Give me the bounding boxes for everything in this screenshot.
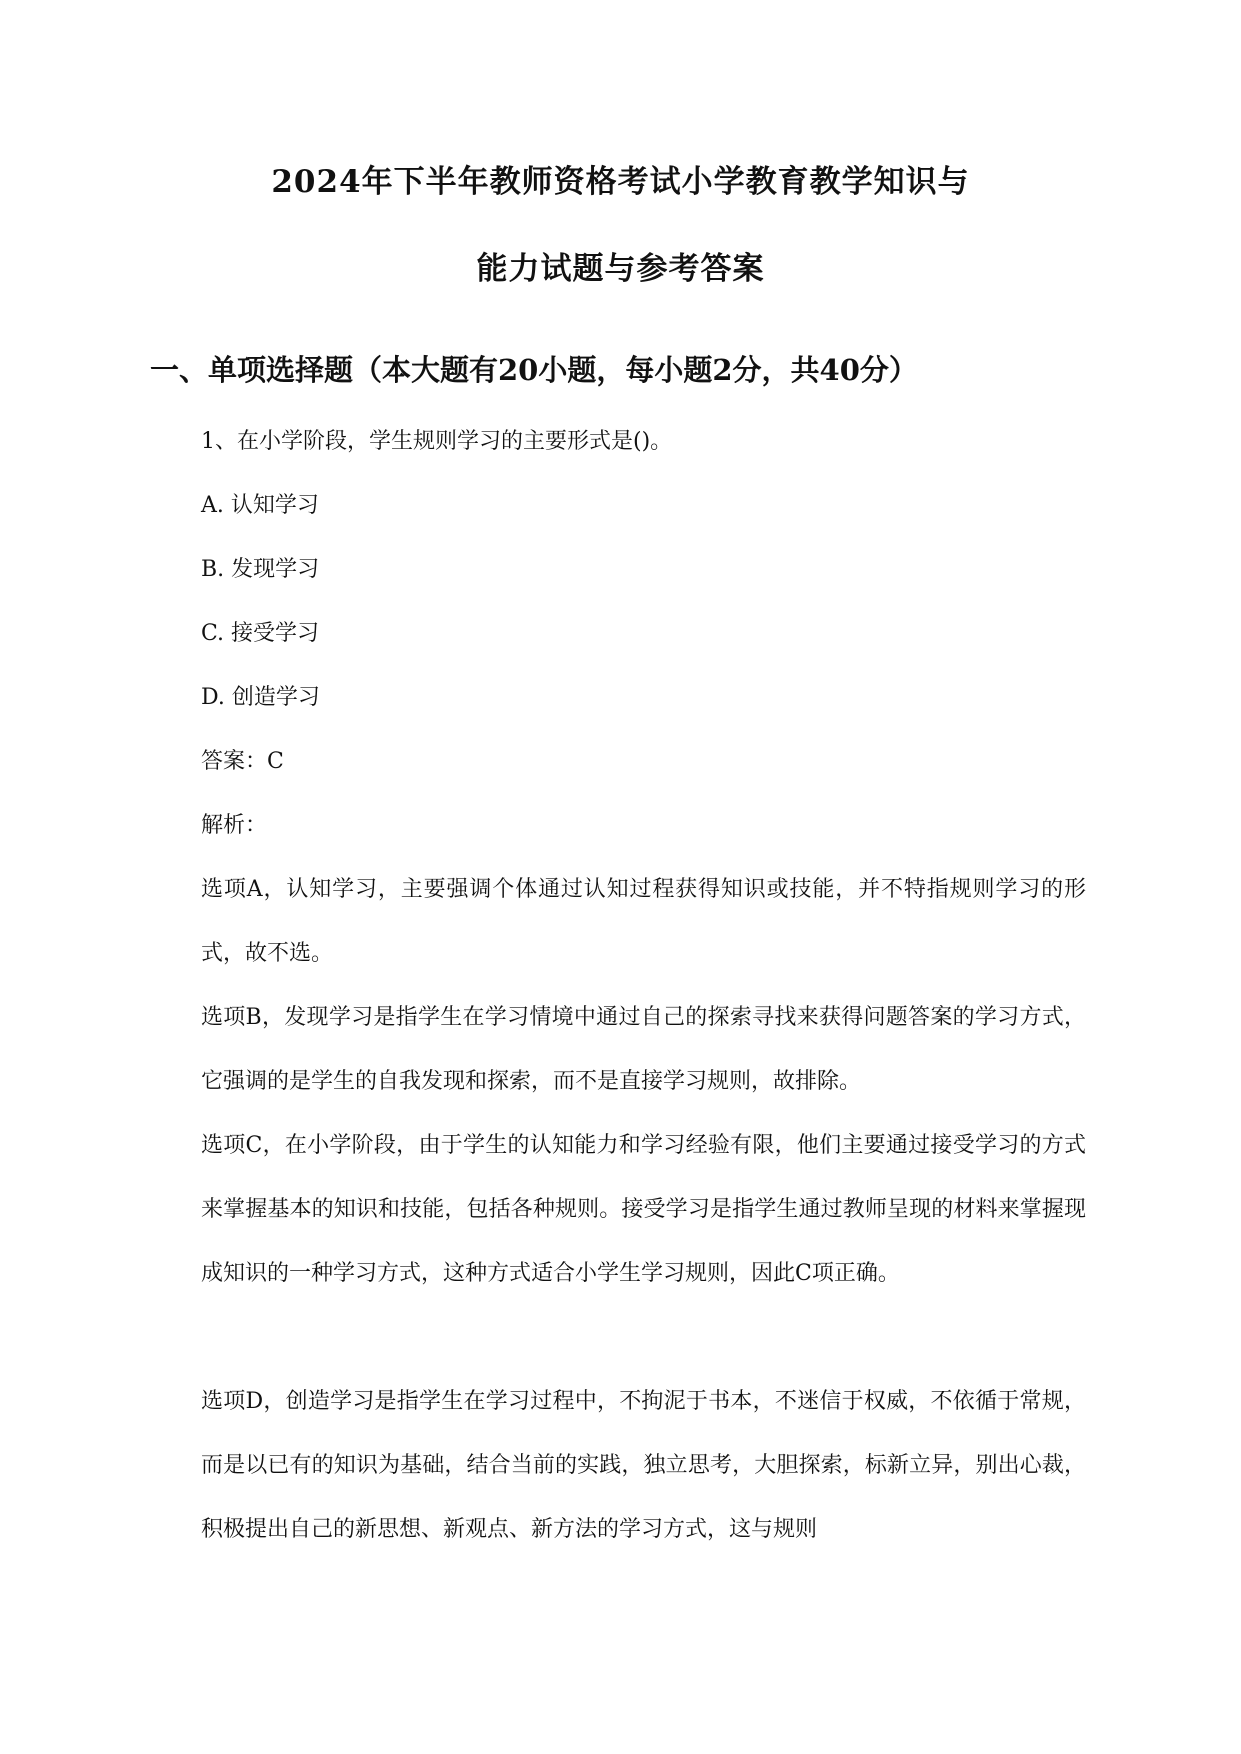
analysis-paragraph-b: 选项B，发现学习是指学生在学习情境中通过自己的探索寻找来获得问题答案的学习方式，它强调的是学生的自我发现和探索，而不是直接学习规则，故排除。 [201,1005,1086,1094]
question-stem: 1、在小学阶段，学生规则学习的主要形式是()。 [201,429,673,454]
option-c: C. 接受学习 [201,621,320,646]
section-heading: 一、单项选择题（本大题有20小题，每小题2分，共40分） [150,353,918,387]
analysis-paragraph-c: 选项C，在小学阶段，由于学生的认知能力和学习经验有限，他们主要通过接受学习的方式来掌握基本的知识和技能，包括各种规则。接受学习是指学生通过教师呈现的材料来掌握现成知识的一种学习方式，这种方式适合小学生学习规则，因此C项正确。 [201,1133,1086,1286]
document-title-line-1: 2024年下半年教师资格考试小学教育教学知识与 [271,164,970,200]
option-a: A. 认知学习 [201,493,319,518]
analysis-paragraph-a: 选项A，认知学习，主要强调个体通过认知过程获得知识或技能，并不特指规则学习的形式，故不选。 [201,877,1086,966]
option-b: B. 发现学习 [201,557,320,582]
analysis-paragraph-d: 选项D，创造学习是指学生在学习过程中，不拘泥于书本，不迷信于权威，不依循于常规，而是以已有的知识为基础，结合当前的实践，独立思考，大胆探索，标新立异，别出心裁，积极提出自己的新思想、新观点、新方法的学习方式，这与规则 [201,1389,1086,1542]
option-d: D. 创造学习 [201,685,320,710]
analysis-label: 解析： [201,813,268,838]
answer-text: 答案：C [201,749,284,774]
document-title-line-2: 能力试题与参考答案 [476,251,765,287]
